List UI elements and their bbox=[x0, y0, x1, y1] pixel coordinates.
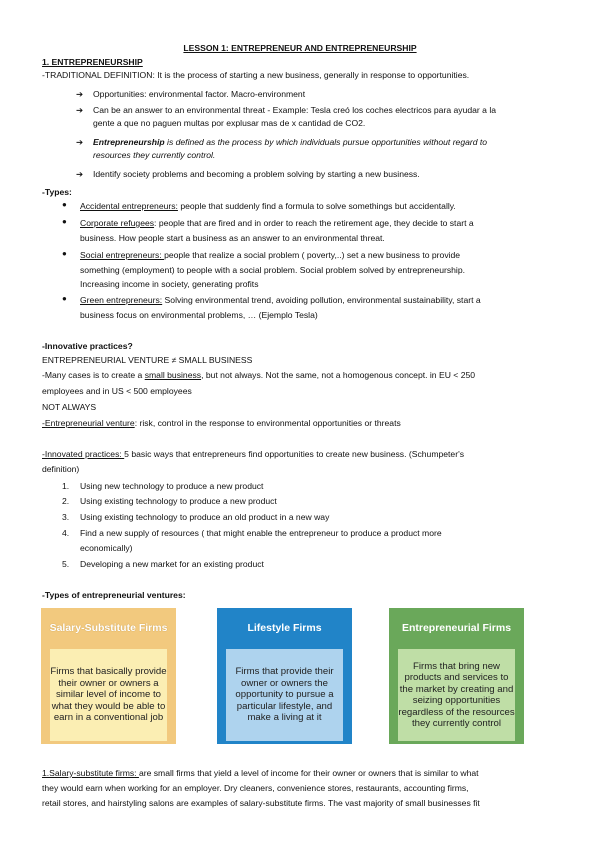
box-entrepreneurial bbox=[389, 608, 524, 744]
arrow-item: Opportunities: environmental factor. Macro-environment bbox=[93, 89, 306, 99]
not-always: NOT ALWAYS bbox=[42, 402, 97, 412]
box-body: Firms that basically provide their owner or owners a similar level of income to what they would be able to earn in a conventional job bbox=[50, 649, 167, 741]
type-term: Corporate refugees bbox=[80, 218, 155, 228]
traditional-definition: -TRADITIONAL DEFINITION: It is the process of starting a new business, generally in response to opportunities. bbox=[42, 70, 470, 80]
bullet-icon: ● bbox=[62, 249, 67, 258]
bullet-icon: ● bbox=[62, 200, 67, 209]
box-salary-substitute bbox=[41, 608, 176, 744]
definition: : risk, control in the response to environmental opportunities or threats bbox=[134, 418, 401, 428]
list-number: 2. bbox=[62, 496, 70, 506]
list-number: 1. bbox=[62, 481, 70, 491]
salary-substitute-cont: they would earn when working for an employer. Dry cleaners, convenience stores, restaurants, accounting firms, bbox=[42, 783, 469, 793]
innovated-practices bbox=[42, 448, 464, 460]
section-heading: 1. ENTREPRENEURSHIP bbox=[42, 57, 143, 67]
list-item: Developing a new market for an existing product bbox=[80, 559, 264, 569]
venture-not-equal: ENTREPRENEURIAL VENTURE ≠ SMALL BUSINESS bbox=[42, 355, 253, 365]
arrow-item: Identify society problems and becoming a problem solving by starting a new business. bbox=[93, 169, 420, 179]
type-desc: : people that are fired and in order to reach the retirement age, they decide to start a bbox=[154, 218, 474, 228]
arrow-item-cont: resources they currently control. bbox=[93, 150, 216, 160]
bullet-icon: ● bbox=[62, 294, 67, 303]
list-item: Using existing technology to produce a new product bbox=[80, 496, 277, 506]
salary-substitute-def bbox=[42, 767, 479, 779]
box-lifestyle bbox=[217, 608, 352, 744]
type-desc: people that suddenly find a formula to solve somethings but accidentally. bbox=[177, 201, 456, 211]
term: Entrepreneurship bbox=[93, 137, 165, 147]
innovated-practices-cont: definition) bbox=[42, 464, 80, 474]
box-title: Entrepreneurial Firms bbox=[401, 622, 512, 634]
type-desc: people that realize a social problem ( poverty,..) set a new business to provide bbox=[164, 250, 461, 260]
arrow-icon: ➔ bbox=[76, 169, 84, 179]
text: , but not always. Not the same, not a homogenous concept. in EU < 250 bbox=[201, 370, 476, 380]
arrow-icon: ➔ bbox=[76, 105, 84, 115]
types-ventures-heading: -Types of entrepreneurial ventures: bbox=[42, 590, 186, 600]
list-item: Using existing technology to produce an old product in a new way bbox=[80, 512, 330, 522]
term: -Innovated practices: bbox=[42, 449, 125, 459]
arrow-item bbox=[93, 136, 487, 148]
many-cases bbox=[42, 369, 475, 381]
arrow-item: Can be an answer to an environmental threat - Example: Tesla creó los coches electricos para ayudar a la bbox=[93, 105, 497, 115]
list-item: Find a new supply of resources ( that might enable the entrepreneur to produce a product more bbox=[80, 528, 442, 538]
types-label: -Types: bbox=[42, 187, 72, 197]
list-number: 3. bbox=[62, 512, 70, 522]
bullet-icon: ● bbox=[62, 217, 67, 226]
term: 1.Salary-substitute firms: bbox=[42, 768, 139, 778]
box-title: Salary-Substitute Firms bbox=[49, 622, 168, 634]
text: -Many cases is to create a bbox=[42, 370, 145, 380]
page-title: LESSON 1: ENTREPRENEUR AND ENTREPRENEURSHIP bbox=[183, 43, 417, 53]
list-number: 4. bbox=[62, 528, 70, 538]
definition: is defined as the process by which individuals pursue opportunities without regard to bbox=[164, 137, 488, 147]
type-term: Accidental entrepreneurs: bbox=[80, 201, 178, 211]
entrepreneurial-venture-def bbox=[42, 417, 401, 429]
many-cases-cont: employees and in US < 500 employees bbox=[42, 386, 192, 396]
type-item bbox=[80, 294, 481, 306]
type-desc: Solving environmental trend, avoiding pollution, environmental sustainability, start a bbox=[162, 295, 481, 305]
salary-substitute-cont: retail stores, and hairstyling salons are examples of salary-substitute firms. The vast majority of small businesses fit bbox=[42, 798, 480, 808]
arrow-icon: ➔ bbox=[76, 89, 84, 99]
list-item: Using new technology to produce a new product bbox=[80, 481, 264, 491]
box-title: Lifestyle Firms bbox=[247, 622, 322, 634]
type-item bbox=[80, 249, 460, 261]
type-term: Social entrepreneurs: bbox=[80, 250, 165, 260]
definition: are small firms that yield a level of income for their owner or owners that is similar to what bbox=[138, 768, 479, 778]
type-item-cont: business. How people start a business as an answer to an environmental threat. bbox=[80, 233, 385, 243]
box-body: Firms that provide their owner or owners the opportunity to pursue a particular lifestyle, and make a living at it bbox=[226, 649, 343, 741]
list-number: 5. bbox=[62, 559, 70, 569]
arrow-item-cont: gente a que no paguen multas por explusar mas de x cantidad de CO2. bbox=[93, 118, 366, 128]
innovative-question: -Innovative practices? bbox=[42, 341, 133, 351]
small-business-term: small business bbox=[144, 370, 202, 380]
type-item bbox=[80, 200, 456, 212]
type-item-cont: Increasing income in society, generating profits bbox=[80, 279, 259, 289]
type-item bbox=[80, 217, 474, 229]
type-term: Green entrepreneurs: bbox=[80, 295, 163, 305]
definition: 5 basic ways that entrepreneurs find opportunities to create new business. (Schumpeter's bbox=[124, 449, 465, 459]
term: -Entrepreneurial venture bbox=[42, 418, 135, 428]
box-body: Firms that bring new products and services to the market by creating and seizing opportunities regardless of the resources they currently control bbox=[398, 649, 515, 741]
type-item-cont: something (employment) to people with a social problem. Social problem solved by entrepreneurship. bbox=[80, 265, 466, 275]
arrow-icon: ➔ bbox=[76, 137, 84, 147]
list-item-cont: economically) bbox=[80, 543, 133, 553]
type-item-cont: business focus on environmental problems, … (Ejemplo Tesla) bbox=[80, 310, 318, 320]
